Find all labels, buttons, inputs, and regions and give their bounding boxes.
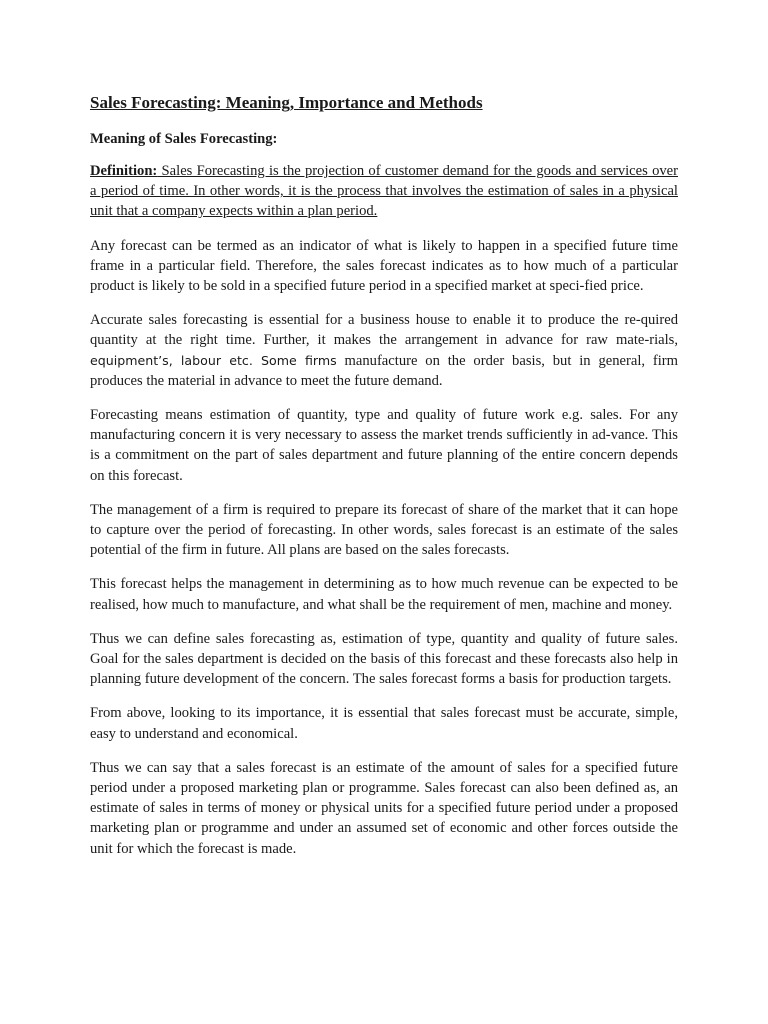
paragraph-3: Forecasting means estimation of quantity, type and quality of future work e.g. sales. For any manufacturing concern it is very necessary to assess the market trends sufficiently in ad-vance. This is a commitment on the part of sales department and future planning of the entire concern depends on this forecast.: [90, 407, 678, 484]
paragraph-2-part-3: manufacture on the order basis, but in general, firm produces the material in advance to meet the future demand.: [90, 352, 679, 389]
document-page: [90, 92, 678, 873]
paragraph-7: From above, looking to its importance, it is essential that sales forecast must be accurate, simple, easy to understand and economical.: [90, 705, 678, 742]
paragraph-4: The management of a firm is required to prepare its forecast of share of the market that it can hope to capture over the period of forecasting. In other words, sales forecast is an estimate of the sales potential of the firm in future. All plans are based on the sales forecasts.: [90, 501, 678, 559]
paragraph-5: This forecast helps the management in determining as to how much revenue can be expected to be realised, how much to manufacture, and what shall be the requirement of men, machine and money.: [90, 576, 678, 613]
definition-label: Definition:: [90, 163, 158, 179]
definition-paragraph: [90, 161, 678, 222]
paragraph-6: Thus we can define sales forecasting as, estimation of type, quantity and quality of future sales. Goal for the sales department is decided on the basis of this forecast and these forecasts also help in planning future development of the concern. The sales forecast forms a basis for production targets.: [90, 630, 678, 688]
paragraph-2: [90, 310, 678, 391]
paragraph-2-part-1: Accurate sales forecasting is essential for a business house to enable it to produce the re-quired quantity at the right time. Further, it makes the arrangement in advance for raw mate-rials,: [90, 312, 678, 349]
definition-text: Sales Forecasting is the projection of customer demand for the goods and services over a period of time. In other words, it is the process that involves the estimation of sales in a physical unit that a company expects within a plan period.: [90, 163, 678, 220]
paragraph-1: Any forecast can be termed as an indicator of what is likely to happen in a specified future time frame in a particular field. Therefore, the sales forecast indicates as to how much of a particular product is likely to be sold in a specified future period in a specified market at speci-fied price.: [90, 237, 678, 295]
section-heading: Meaning of Sales Forecasting:: [90, 131, 278, 147]
paragraph-2-part-2: equipment’s, labour etc. Some firms: [90, 352, 337, 368]
paragraph-8: Thus we can say that a sales forecast is an estimate of the amount of sales for a specified future period under a proposed marketing plan or programme. Sales forecast can also been defined as, an estimate of sales in terms of money or physical units for a specified future period under a proposed marketing plan or programme and under an assumed set of economic and other forces outside the unit for which the forecast is made.: [90, 759, 678, 857]
document-title: Sales Forecasting: Meaning, Importance and Methods: [90, 93, 483, 112]
